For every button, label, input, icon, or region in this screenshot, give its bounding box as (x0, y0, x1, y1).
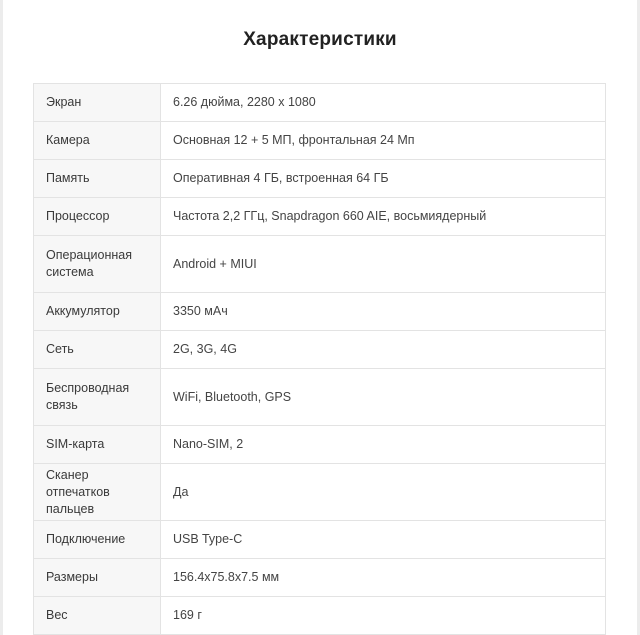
spec-label: Подключение (34, 521, 161, 559)
spec-row-os (34, 236, 606, 293)
page-edge-left (0, 0, 3, 635)
spec-value: 156.4x75.8x7.5 мм (161, 559, 606, 597)
spec-row-dimensions (34, 559, 606, 597)
spec-value: USB Type-C (161, 521, 606, 559)
spec-row-processor (34, 198, 606, 236)
spec-value: Android + MIUI (161, 236, 606, 293)
spec-value: Основная 12 + 5 МП, фронтальная 24 Мп (161, 122, 606, 160)
spec-value: 6.26 дюйма, 2280 x 1080 (161, 84, 606, 122)
spec-value: WiFi, Bluetooth, GPS (161, 369, 606, 426)
spec-label: Беспроводная связь (34, 369, 161, 426)
spec-row-weight (34, 597, 606, 635)
spec-label: Память (34, 160, 161, 198)
spec-row-network (34, 331, 606, 369)
spec-value: 2G, 3G, 4G (161, 331, 606, 369)
spec-label: SIM-карта (34, 426, 161, 464)
spec-row-battery (34, 293, 606, 331)
spec-row-connection (34, 521, 606, 559)
spec-label: Камера (34, 122, 161, 160)
spec-value: Оперативная 4 ГБ, встроенная 64 ГБ (161, 160, 606, 198)
spec-row-camera (34, 122, 606, 160)
spec-label: Аккумулятор (34, 293, 161, 331)
spec-label: Операционная система (34, 236, 161, 293)
spec-label: Размеры (34, 559, 161, 597)
spec-value: Да (161, 464, 606, 521)
spec-label: Сканер отпечатков пальцев (34, 464, 161, 521)
spec-label: Сеть (34, 331, 161, 369)
spec-table (33, 83, 606, 635)
spec-label: Вес (34, 597, 161, 635)
spec-label: Экран (34, 84, 161, 122)
spec-row-memory (34, 160, 606, 198)
spec-row-screen (34, 84, 606, 122)
spec-label: Процессор (34, 198, 161, 236)
spec-row-wireless (34, 369, 606, 426)
spec-row-fingerprint (34, 464, 606, 521)
spec-value: Nano-SIM, 2 (161, 426, 606, 464)
spec-value: 3350 мАч (161, 293, 606, 331)
spec-value: Частота 2,2 ГГц, Snapdragon 660 AIE, восьмиядерный (161, 198, 606, 236)
spec-value: 169 г (161, 597, 606, 635)
spec-row-sim (34, 426, 606, 464)
page-title: Характеристики (243, 29, 397, 50)
